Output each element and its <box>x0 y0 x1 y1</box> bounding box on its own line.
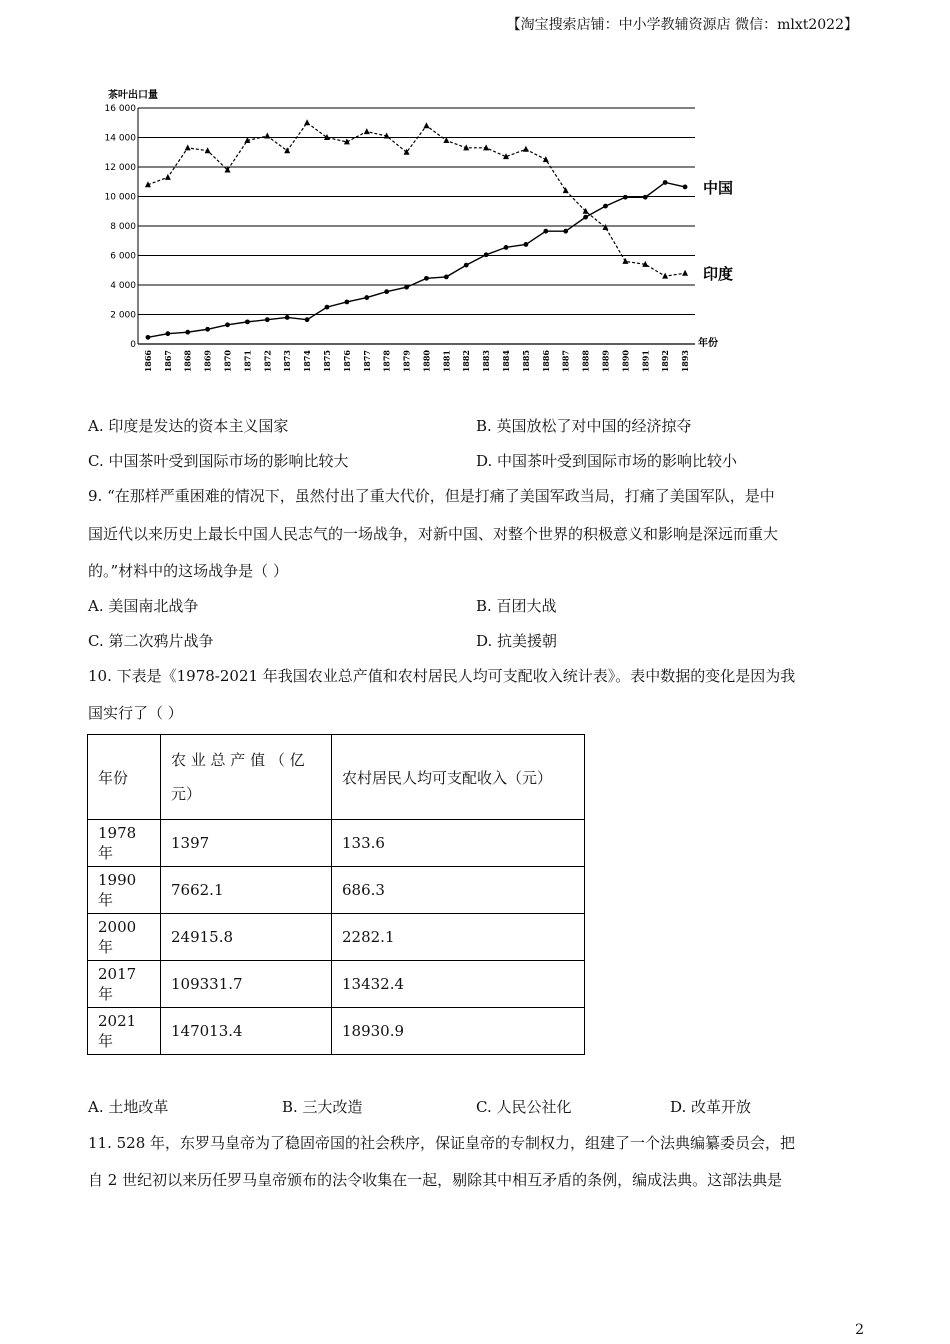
y-tick-label: 4 000 <box>110 281 136 291</box>
data-point-dot <box>364 295 369 300</box>
x-tick-label: 1882 <box>461 350 472 373</box>
data-point-dot <box>305 317 310 322</box>
y-tick-label: 16 000 <box>104 104 136 114</box>
data-point-triangle <box>364 128 370 134</box>
table-row <box>88 961 585 1008</box>
x-tick-label: 1878 <box>381 350 392 373</box>
x-tick-label: 1867 <box>162 350 173 373</box>
x-axis-title: 年份 <box>698 338 718 349</box>
data-point-triangle <box>304 119 310 125</box>
data-point-dot <box>444 274 449 279</box>
table-cell: 2282.1 <box>332 914 585 961</box>
data-point-dot <box>285 315 290 320</box>
page-header: 【淘宝搜索店铺：中小学教辅资源店 微信：mlxt2022】 <box>506 17 858 33</box>
x-tick-label: 1868 <box>182 350 193 373</box>
x-tick-label: 1873 <box>282 350 293 373</box>
x-tick-label: 1881 <box>441 350 452 373</box>
data-point-triangle <box>423 122 429 128</box>
table-row <box>88 820 585 867</box>
data-point-triangle <box>622 258 628 264</box>
chart-canvas <box>100 86 760 386</box>
tea-export-chart <box>100 86 760 386</box>
table-header-cell: 农 业 总 产 值 （ 亿 元） <box>161 735 332 820</box>
x-tick-label: 1885 <box>520 350 531 373</box>
q9-stem-line1: 9. “在那样严重困难的情况下，虽然付出了重大代价，但是打痛了美国军政当局，打痛了美国军队，是中 <box>88 487 775 505</box>
x-tick-label: 1872 <box>262 350 273 373</box>
x-tick-label: 1893 <box>680 350 691 373</box>
q9-option-d: D. 抗美援朝 <box>476 632 558 650</box>
table-cell: 133.6 <box>332 820 585 867</box>
table-cell: 2021 年 <box>88 1008 161 1055</box>
table-row <box>88 914 585 961</box>
x-tick-label: 1866 <box>142 350 153 373</box>
q8-option-a: A. 印度是发达的资本主义国家 <box>88 417 289 435</box>
y-axis-title: 茶叶出口量 <box>108 90 158 101</box>
q8-option-c: C. 中国茶叶受到国际市场的影响比较大 <box>88 452 349 470</box>
data-point-dot <box>325 305 330 310</box>
data-point-dot <box>504 245 509 250</box>
data-point-dot <box>484 252 489 257</box>
data-point-triangle <box>583 208 589 214</box>
q8-option-b: B. 英国放松了对中国的经济掠夺 <box>476 417 692 435</box>
data-point-dot <box>404 285 409 290</box>
q9-stem-line3: 的。”材料中的这场战争是（ ） <box>88 562 288 580</box>
data-point-dot <box>384 289 389 294</box>
data-point-triangle <box>264 133 270 139</box>
x-tick-label: 1883 <box>481 350 492 373</box>
table-cell: 18930.9 <box>332 1008 585 1055</box>
data-point-dot <box>603 204 608 209</box>
x-tick-label: 1877 <box>361 350 372 373</box>
q11-stem-line2: 自 2 世纪初以来历任罗马皇帝颁布的法令收集在一起，剔除其中相互矛盾的条例，编成法典。这部法典是 <box>88 1171 783 1189</box>
data-point-triangle <box>165 174 171 180</box>
y-tick-label: 0 <box>130 340 136 350</box>
data-point-dot <box>643 195 648 200</box>
table-header-cell: 农村居民人均可支配收入（元） <box>332 735 585 820</box>
x-tick-label: 1869 <box>202 350 213 373</box>
x-tick-label: 1875 <box>321 350 332 373</box>
data-point-dot <box>464 263 469 268</box>
table-cell: 1397 <box>161 820 332 867</box>
data-point-dot <box>663 180 668 185</box>
y-tick-label: 6 000 <box>110 251 136 262</box>
data-point-dot <box>165 331 170 336</box>
data-point-dot <box>265 317 270 322</box>
data-point-dot <box>583 215 588 220</box>
data-point-dot <box>563 229 568 234</box>
data-point-triangle <box>185 144 191 150</box>
table-row <box>88 867 585 914</box>
x-tick-label: 1876 <box>341 350 352 373</box>
q8-option-d: D. 中国茶叶受到国际市场的影响比较小 <box>476 452 738 470</box>
data-point-dot <box>146 335 151 340</box>
data-point-dot <box>424 276 429 281</box>
q10-option-b: B. 三大改造 <box>282 1098 363 1116</box>
data-point-triangle <box>523 146 529 152</box>
q9-option-b: B. 百团大战 <box>476 597 557 615</box>
table-cell: 2017 年 <box>88 961 161 1008</box>
table-header-cell: 年份 <box>88 735 161 820</box>
table-cell: 686.3 <box>332 867 585 914</box>
data-point-dot <box>623 195 628 200</box>
data-point-triangle <box>662 273 668 279</box>
data-point-dot <box>205 327 210 332</box>
table-cell: 13432.4 <box>332 961 585 1008</box>
series-line-印度 <box>148 123 685 276</box>
data-point-dot <box>245 319 250 324</box>
q10-stem-line1: 10. 下表是《1978-2021 年我国农业总产值和农村居民人均可支配收入统计表》。表中数据的变化是因为我 <box>88 667 796 685</box>
q10-option-d: D. 改革开放 <box>670 1098 752 1116</box>
q9-option-c: C. 第二次鸦片战争 <box>88 632 214 650</box>
x-tick-label: 1886 <box>540 350 551 373</box>
table-cell: 24915.8 <box>161 914 332 961</box>
x-tick-label: 1891 <box>640 350 651 373</box>
x-tick-label: 1884 <box>501 350 512 373</box>
data-point-triangle <box>682 270 688 276</box>
table-header-row <box>88 735 585 820</box>
data-point-triangle <box>602 224 608 230</box>
y-tick-label: 14 000 <box>104 133 136 144</box>
table-cell: 7662.1 <box>161 867 332 914</box>
data-point-dot <box>185 330 190 335</box>
x-tick-label: 1870 <box>222 350 233 373</box>
q10-option-a: A. 土地改革 <box>88 1098 169 1116</box>
data-point-dot <box>225 322 230 327</box>
x-tick-label: 1874 <box>302 350 313 373</box>
table-cell: 1990 年 <box>88 867 161 914</box>
data-point-dot <box>344 300 349 305</box>
x-tick-label: 1888 <box>580 350 591 373</box>
table-cell: 109331.7 <box>161 961 332 1008</box>
q10-stem-line2: 国实行了（ ） <box>88 704 183 722</box>
q10-option-c: C. 人民公社化 <box>476 1098 572 1116</box>
x-tick-label: 1892 <box>660 350 671 373</box>
y-tick-label: 2 000 <box>110 310 136 321</box>
q11-stem-line1: 11. 528 年，东罗马皇帝为了稳固帝国的社会秩序，保证皇帝的专制权力，组建了一个法典编纂委员会，把 <box>88 1134 796 1152</box>
q9-stem-line2: 国近代以来历史上最长中国人民志气的一场战争，对新中国、对整个世界的积极意义和影响是深远而重大 <box>88 525 779 543</box>
y-tick-label: 8 000 <box>110 222 136 232</box>
y-tick-label: 12 000 <box>104 163 136 173</box>
x-tick-label: 1887 <box>560 350 571 373</box>
data-point-dot <box>543 229 548 234</box>
q9-option-a: A. 美国南北战争 <box>88 597 199 615</box>
data-point-triangle <box>205 147 211 153</box>
series-label-印度: 印度 <box>703 265 734 284</box>
page-number: 2 <box>855 1322 864 1338</box>
x-tick-label: 1890 <box>620 350 631 373</box>
series-label-中国: 中国 <box>703 178 734 197</box>
table-cell: 2000 年 <box>88 914 161 961</box>
table-cell: 147013.4 <box>161 1008 332 1055</box>
data-point-dot <box>524 242 529 247</box>
x-tick-label: 1880 <box>421 350 432 373</box>
data-point-dot <box>683 185 688 190</box>
table-cell: 1978 年 <box>88 820 161 867</box>
x-tick-label: 1871 <box>242 350 253 373</box>
x-tick-label: 1879 <box>401 350 412 373</box>
table-row <box>88 1008 585 1055</box>
data-point-triangle <box>284 147 290 153</box>
q10-statistics-table <box>87 734 585 1055</box>
y-tick-label: 10 000 <box>104 192 136 203</box>
x-tick-label: 1889 <box>600 350 611 373</box>
